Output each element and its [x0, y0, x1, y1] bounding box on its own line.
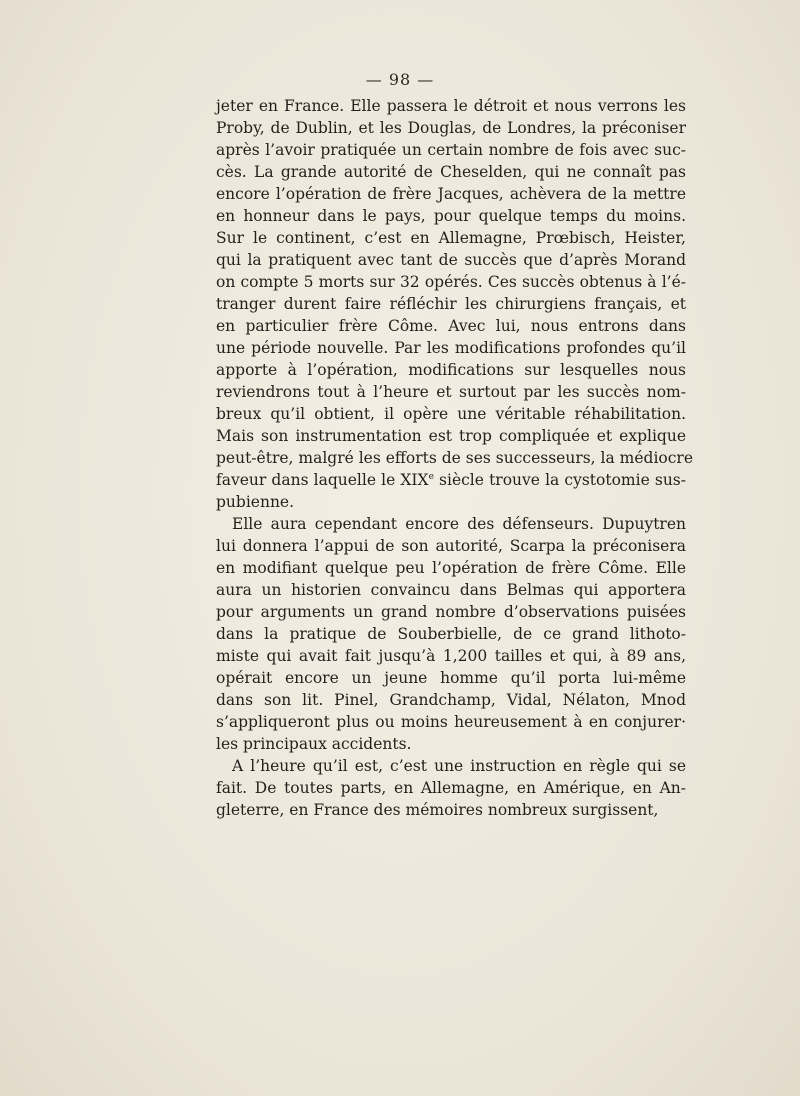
text-line: en modifiant quelque peu l’opération de frère Côme. Elle [216, 559, 686, 577]
text-line: encore l’opération de frère Jacques, achèvera de la mettre [216, 185, 686, 203]
text-line: lui donnera l’appui de son autorité, Scarpa la préconisera [216, 537, 686, 555]
text-line: on compte 5 morts sur 32 opérés. Ces succès obtenus à l’é- [216, 273, 686, 291]
text-line: dans son lit. Pinel, Grandchamp, Vidal, Nélaton, Mnod [216, 691, 686, 709]
text-line: Elle aura cependant encore des défenseurs. Dupuytren [232, 515, 686, 533]
text-line: opérait encore un jeune homme qu’il porta lui-même [216, 669, 686, 687]
text-line: s’appliqueront plus ou moins heureusement à en conjurer· [216, 713, 686, 731]
text-line: peut-être, malgré les efforts de ses successeurs, la médiocre [216, 449, 694, 467]
text-line: aura un historien convaincu dans Belmas qui apportera [216, 581, 686, 599]
text-line: faveur dans laquelle le XIXe siècle trouve la cystotomie sus- [216, 471, 686, 489]
page-number: — 98 — [365, 70, 435, 89]
text-line: une période nouvelle. Par les modifications profondes qu’il [216, 339, 686, 357]
text-line: breux qu’il obtient, il opère une véritable réhabilitation. [216, 405, 686, 423]
text-line: en particulier frère Côme. Avec lui, nous entrons dans [216, 317, 686, 335]
text-line: tranger durent faire réfléchir les chirurgiens français, et [216, 295, 686, 313]
text-line: Mais son instrumentation est trop compliquée et explique [216, 427, 686, 445]
text-line: apporte à l’opération, modifications sur lesquelles nous [216, 361, 686, 379]
text-line: jeter en France. Elle passera le détroit et nous verrons les [216, 97, 686, 115]
text-line: A l’heure qu’il est, c’est une instruction en règle qui se [232, 757, 686, 775]
text-line: gleterre, en France des mémoires nombreux surgissent, [216, 801, 659, 819]
text-line: fait. De toutes parts, en Allemagne, en Amérique, en An- [216, 779, 686, 797]
text-line: après l’avoir pratiquée un certain nombre de fois avec suc- [216, 141, 686, 159]
text-line: qui la pratiquent avec tant de succès que d’après Morand [216, 251, 686, 269]
text-line: les principaux accidents. [216, 735, 412, 753]
text-line: reviendrons tout à l’heure et surtout par les succès nom- [216, 383, 686, 401]
text-line: Sur le continent, c’est en Allemagne, Prœbisch, Heister, [216, 229, 686, 247]
text-line: pubienne. [216, 493, 295, 511]
text-line: en honneur dans le pays, pour quelque temps du moins. [216, 207, 686, 225]
text-line: dans la pratique de Souberbielle, de ce grand lithoto- [216, 625, 686, 643]
text-line: Proby, de Dublin, et les Douglas, de Londres, la préconiser [216, 119, 686, 137]
body-text [216, 95, 694, 821]
text-line: cès. La grande autorité de Cheselden, qui ne connaît pas [216, 163, 686, 181]
text-line: pour arguments un grand nombre d’observations puisées [216, 603, 686, 621]
text-line: miste qui avait fait jusqu’à 1,200 tailles et qui, à 89 ans, [216, 647, 686, 665]
